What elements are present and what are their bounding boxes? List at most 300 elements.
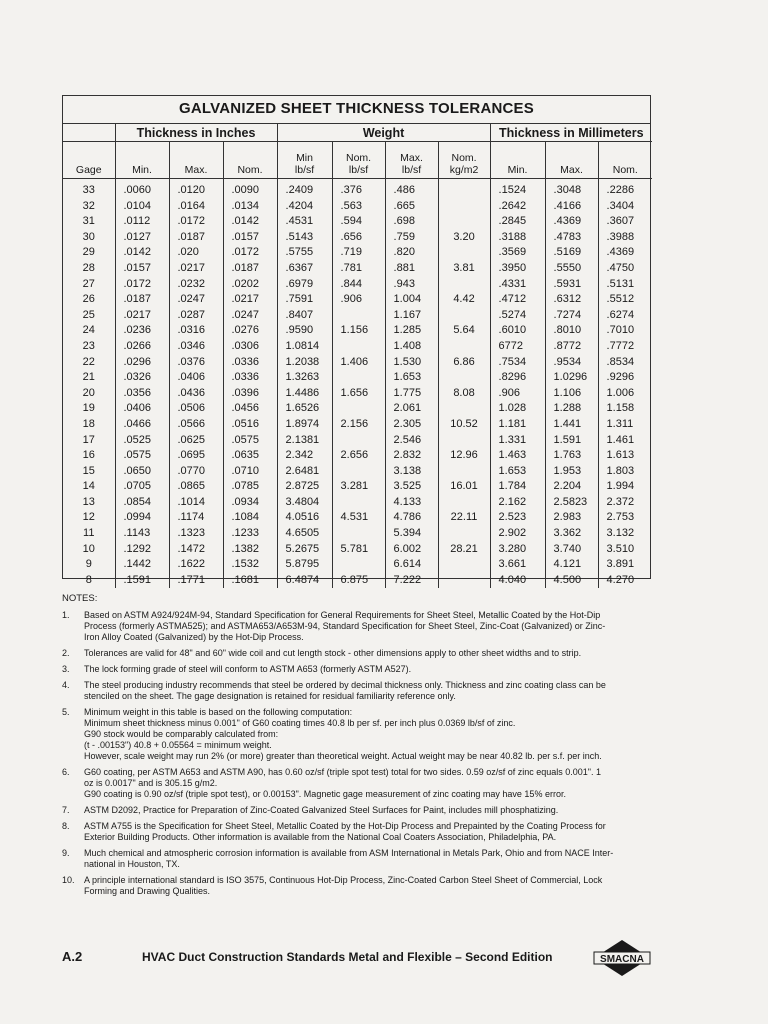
cell-mm-min: 3.280 xyxy=(490,542,545,558)
cell-w-kg: 22.11 xyxy=(438,510,490,526)
cell-mm-min: 2.162 xyxy=(490,495,545,511)
note-item xyxy=(62,821,662,843)
logo-text: SMACNA xyxy=(600,954,644,965)
cell-w-min: 1.8974 xyxy=(277,417,332,433)
cell-w-min: 6.4874 xyxy=(277,573,332,589)
cell-mm-nom: .3988 xyxy=(598,230,652,246)
cell-w-nom: .781 xyxy=(332,261,385,277)
cell-mm-max: 2.204 xyxy=(545,479,598,495)
table-row xyxy=(63,479,652,495)
cell-mm-min: 1.028 xyxy=(490,401,545,417)
cell-in-max: .1622 xyxy=(169,557,223,573)
cell-in-nom: .0187 xyxy=(223,261,277,277)
cell-mm-max: .5931 xyxy=(545,277,598,293)
notes-heading: NOTES: xyxy=(62,593,98,604)
table-row xyxy=(63,292,652,308)
cell-mm-min: .3188 xyxy=(490,230,545,246)
cell-in-nom: .1084 xyxy=(223,510,277,526)
cell-in-min: .0127 xyxy=(115,230,169,246)
cell-mm-max: .4369 xyxy=(545,214,598,230)
cell-mm-max: .5550 xyxy=(545,261,598,277)
cell-in-min: .0705 xyxy=(115,479,169,495)
cell-in-nom: .0336 xyxy=(223,355,277,371)
cell-w-max: 3.138 xyxy=(385,464,438,480)
note-text xyxy=(84,664,662,675)
cell-in-nom: .0934 xyxy=(223,495,277,511)
cell-w-kg: 3.20 xyxy=(438,230,490,246)
cell-w-max: 6.002 xyxy=(385,542,438,558)
cell-w-kg: 5.64 xyxy=(438,323,490,339)
note-line: G90 coating is 0.90 oz/sf (triple spot test), or 0.00153". Magnetic gage measurement of zinc coating may have 15% error. xyxy=(84,789,566,799)
cell-mm-max: .8772 xyxy=(545,339,598,355)
cell-w-kg: 28.21 xyxy=(438,542,490,558)
cell-mm-nom: 2.372 xyxy=(598,495,652,511)
cell-w-kg xyxy=(438,277,490,293)
cell-mm-min: 2.523 xyxy=(490,510,545,526)
note-line: national in Houston, TX. xyxy=(84,859,180,869)
tolerance-table xyxy=(63,124,652,588)
cell-gage: 13 xyxy=(82,495,95,508)
cell-w-kg: 6.86 xyxy=(438,355,490,371)
cell-in-max: .0865 xyxy=(169,479,223,495)
header-mm-nom: Nom. xyxy=(598,142,652,179)
cell-mm-max: 4.121 xyxy=(545,557,598,573)
cell-w-kg xyxy=(438,308,490,324)
cell-w-max: 2.832 xyxy=(385,448,438,464)
cell-in-max: .0566 xyxy=(169,417,223,433)
note-line: Iron Alloy Coated (Galvanized) by the Hot-Dip Process. xyxy=(84,632,304,642)
cell-w-kg: 3.81 xyxy=(438,261,490,277)
cell-mm-nom: .4369 xyxy=(598,245,652,261)
note-line: ASTM A755 is the Specification for Sheet Steel, Metallic Coated by the Hot-Dip Process and Prepainted by the Coating Process for xyxy=(84,821,606,831)
cell-in-min: .1292 xyxy=(115,542,169,558)
cell-w-max: .881 xyxy=(385,261,438,277)
note-text xyxy=(84,848,662,870)
cell-mm-min: .2642 xyxy=(490,199,545,215)
cell-gage: 16 xyxy=(82,449,95,462)
cell-in-min: .0172 xyxy=(115,277,169,293)
cell-in-max: .0625 xyxy=(169,433,223,449)
cell-gage: 24 xyxy=(82,324,95,337)
cell-mm-max: .5169 xyxy=(545,245,598,261)
note-item xyxy=(62,875,662,897)
cell-w-min: .8407 xyxy=(277,308,332,324)
cell-w-kg xyxy=(438,573,490,589)
cell-mm-min: .8296 xyxy=(490,370,545,386)
cell-w-kg xyxy=(438,464,490,480)
cell-gage: 31 xyxy=(82,215,95,228)
cell-mm-nom: .6274 xyxy=(598,308,652,324)
note-item xyxy=(62,767,662,800)
cell-gage: 32 xyxy=(82,199,95,212)
cell-in-max: .0376 xyxy=(169,355,223,371)
cell-in-max: .1323 xyxy=(169,526,223,542)
cell-mm-max: 1.288 xyxy=(545,401,598,417)
cell-w-min: .6979 xyxy=(277,277,332,293)
cell-mm-nom: 3.132 xyxy=(598,526,652,542)
table-row xyxy=(63,261,652,277)
table-row xyxy=(63,542,652,558)
table-row xyxy=(63,199,652,215)
cell-w-kg xyxy=(438,557,490,573)
cell-w-min: .2409 xyxy=(277,179,332,199)
cell-in-min: .0142 xyxy=(115,245,169,261)
note-text xyxy=(84,707,662,762)
cell-w-kg xyxy=(438,526,490,542)
cell-w-max: .820 xyxy=(385,245,438,261)
cell-mm-min: .3950 xyxy=(490,261,545,277)
cell-mm-min: 1.784 xyxy=(490,479,545,495)
cell-gage: 29 xyxy=(82,246,95,259)
cell-w-max: 3.525 xyxy=(385,479,438,495)
cell-w-kg xyxy=(438,339,490,355)
cell-mm-min: .6010 xyxy=(490,323,545,339)
cell-w-max: .759 xyxy=(385,230,438,246)
cell-w-max: .698 xyxy=(385,214,438,230)
cell-w-max: .665 xyxy=(385,199,438,215)
cell-gage: 12 xyxy=(82,511,95,524)
cell-in-nom: .0635 xyxy=(223,448,277,464)
cell-mm-max: .6312 xyxy=(545,292,598,308)
cell-w-max: 1.530 xyxy=(385,355,438,371)
cell-gage: 23 xyxy=(82,339,95,352)
note-item xyxy=(62,664,662,675)
cell-gage: 25 xyxy=(82,308,95,321)
cell-w-min: .4204 xyxy=(277,199,332,215)
table-title: GALVANIZED SHEET THICKNESS TOLERANCES xyxy=(63,96,650,124)
cell-w-min: 2.6481 xyxy=(277,464,332,480)
cell-w-min: 5.2675 xyxy=(277,542,332,558)
note-line: ASTM D2092, Practice for Preparation of Zinc-Coated Galvanized Steel Surfaces for Paint, includes mill phosphatizing. xyxy=(84,805,559,815)
cell-in-min: .0187 xyxy=(115,292,169,308)
cell-in-min: .0575 xyxy=(115,448,169,464)
cell-w-max: .486 xyxy=(385,179,438,199)
cell-in-max: .0217 xyxy=(169,261,223,277)
table-row xyxy=(63,401,652,417)
table-row xyxy=(63,277,652,293)
group-thickness-inches: Thickness in Inches xyxy=(115,124,277,142)
cell-in-nom: .0090 xyxy=(223,179,277,199)
cell-w-nom xyxy=(332,339,385,355)
cell-w-nom: 2.656 xyxy=(332,448,385,464)
cell-in-nom: .0217 xyxy=(223,292,277,308)
table-row xyxy=(63,339,652,355)
note-text xyxy=(84,821,662,843)
cell-mm-max: 3.740 xyxy=(545,542,598,558)
cell-mm-min: 3.661 xyxy=(490,557,545,573)
cell-mm-min: 1.181 xyxy=(490,417,545,433)
cell-in-nom: .0456 xyxy=(223,401,277,417)
note-line: stenciled on the sheet. The gage designation is retained for residual familiarity reference only. xyxy=(84,691,456,701)
cell-w-nom: 1.156 xyxy=(332,323,385,339)
cell-w-nom xyxy=(332,401,385,417)
cell-in-max: .1472 xyxy=(169,542,223,558)
cell-in-max: .0436 xyxy=(169,386,223,402)
table-row xyxy=(63,308,652,324)
cell-in-max: .0164 xyxy=(169,199,223,215)
cell-mm-nom: .9296 xyxy=(598,370,652,386)
cell-w-max: 4.133 xyxy=(385,495,438,511)
note-line: The lock forming grade of steel will conform to ASTM A653 (formerly ASTM A527). xyxy=(84,664,412,674)
cell-w-nom xyxy=(332,464,385,480)
cell-in-nom: .0336 xyxy=(223,370,277,386)
cell-in-min: .0466 xyxy=(115,417,169,433)
cell-in-min: .0406 xyxy=(115,401,169,417)
cell-w-kg xyxy=(438,495,490,511)
cell-w-nom: 1.406 xyxy=(332,355,385,371)
cell-in-max: .0695 xyxy=(169,448,223,464)
cell-w-max: .943 xyxy=(385,277,438,293)
cell-in-nom: .1681 xyxy=(223,573,277,589)
note-number: 5. xyxy=(62,707,70,717)
cell-w-nom: 2.156 xyxy=(332,417,385,433)
note-item xyxy=(62,707,662,762)
table-row xyxy=(63,526,652,542)
header-w-max: Max. lb/sf xyxy=(385,142,438,179)
cell-mm-min: 1.653 xyxy=(490,464,545,480)
cell-mm-min: .4712 xyxy=(490,292,545,308)
note-number: 1. xyxy=(62,610,70,620)
cell-mm-max: 2.5823 xyxy=(545,495,598,511)
cell-in-nom: .0157 xyxy=(223,230,277,246)
cell-mm-min: 4.040 xyxy=(490,573,545,589)
cell-in-max: .0770 xyxy=(169,464,223,480)
cell-w-max: 1.285 xyxy=(385,323,438,339)
cell-mm-max: 1.441 xyxy=(545,417,598,433)
cell-in-max: .0172 xyxy=(169,214,223,230)
cell-w-kg: 8.08 xyxy=(438,386,490,402)
cell-w-nom xyxy=(332,526,385,542)
cell-mm-min: .3569 xyxy=(490,245,545,261)
cell-w-kg xyxy=(438,245,490,261)
cell-w-nom: .376 xyxy=(332,179,385,199)
cell-w-min: 1.6526 xyxy=(277,401,332,417)
note-line: However, scale weight may run 2% (or more) greater than theoretical weight. Actual weight may be near 40.82 lb. per s.f. per inch. xyxy=(84,751,602,761)
cell-w-max: 6.614 xyxy=(385,557,438,573)
table-row xyxy=(63,323,652,339)
cell-in-min: .0356 xyxy=(115,386,169,402)
note-line: Exterior Building Products. Other information is available from the National Coal Coaters Association, Philadelphia, PA. xyxy=(84,832,557,842)
cell-gage: 18 xyxy=(82,417,95,430)
cell-mm-min: 1.331 xyxy=(490,433,545,449)
table-row xyxy=(63,417,652,433)
cell-w-kg xyxy=(438,214,490,230)
cell-w-kg xyxy=(438,401,490,417)
cell-in-nom: .0516 xyxy=(223,417,277,433)
cell-w-kg: 12.96 xyxy=(438,448,490,464)
cell-w-nom: .719 xyxy=(332,245,385,261)
note-line: G90 stock would be comparably calculated from: xyxy=(84,729,279,739)
cell-mm-max: 1.591 xyxy=(545,433,598,449)
cell-w-min: 4.0516 xyxy=(277,510,332,526)
note-text xyxy=(84,805,662,816)
cell-w-min: 5.8795 xyxy=(277,557,332,573)
cell-in-max: .0247 xyxy=(169,292,223,308)
cell-in-nom: .0134 xyxy=(223,199,277,215)
cell-w-max: 1.004 xyxy=(385,292,438,308)
cell-mm-max: 1.763 xyxy=(545,448,598,464)
cell-mm-min: .2845 xyxy=(490,214,545,230)
cell-w-nom: 1.656 xyxy=(332,386,385,402)
header-mm-min: Min. xyxy=(490,142,545,179)
cell-w-nom xyxy=(332,557,385,573)
cell-mm-min: .906 xyxy=(490,386,545,402)
cell-mm-nom: .3607 xyxy=(598,214,652,230)
notes-section xyxy=(62,593,662,902)
cell-mm-max: 1.106 xyxy=(545,386,598,402)
table-row xyxy=(63,386,652,402)
table-row xyxy=(63,355,652,371)
cell-mm-nom: 3.891 xyxy=(598,557,652,573)
cell-w-nom: .563 xyxy=(332,199,385,215)
cell-w-min: 1.3263 xyxy=(277,370,332,386)
note-number: 8. xyxy=(62,821,70,831)
smacna-logo xyxy=(590,938,654,978)
page-number: A.2 xyxy=(62,949,83,964)
cell-in-max: .0506 xyxy=(169,401,223,417)
cell-in-max: .0232 xyxy=(169,277,223,293)
cell-w-nom xyxy=(332,308,385,324)
note-number: 9. xyxy=(62,848,70,858)
note-item xyxy=(62,610,662,643)
cell-in-nom: .0575 xyxy=(223,433,277,449)
gage-group-cell xyxy=(63,124,115,142)
cell-mm-max: 1.953 xyxy=(545,464,598,480)
note-text xyxy=(84,610,662,643)
cell-w-kg: 10.52 xyxy=(438,417,490,433)
page-footer xyxy=(62,949,662,969)
cell-mm-nom: 3.510 xyxy=(598,542,652,558)
cell-mm-nom: 4.270 xyxy=(598,573,652,589)
cell-mm-nom: 1.006 xyxy=(598,386,652,402)
cell-mm-max: .4166 xyxy=(545,199,598,215)
table-row xyxy=(63,573,652,589)
cell-w-nom: 6.875 xyxy=(332,573,385,589)
cell-gage: 21 xyxy=(82,371,95,384)
cell-mm-max: .7274 xyxy=(545,308,598,324)
cell-w-min: 1.2038 xyxy=(277,355,332,371)
footer-title: HVAC Duct Construction Standards Metal and Flexible – Second Edition xyxy=(142,950,553,964)
header-in-min: Min. xyxy=(115,142,169,179)
cell-gage: 9 xyxy=(85,558,92,571)
cell-mm-nom: .5131 xyxy=(598,277,652,293)
cell-in-nom: .0247 xyxy=(223,308,277,324)
cell-w-nom: .906 xyxy=(332,292,385,308)
note-line: Forming and Drawing Qualities. xyxy=(84,886,211,896)
cell-w-min: 2.8725 xyxy=(277,479,332,495)
note-line: Much chemical and atmospheric corrosion information is available from ASM International in Metals Park, Ohio and from NACE Inter- xyxy=(84,848,614,858)
cell-w-kg xyxy=(438,370,490,386)
cell-gage: 15 xyxy=(82,464,95,477)
note-item xyxy=(62,848,662,870)
header-w-kg: Nom. kg/m2 xyxy=(438,142,490,179)
cell-mm-min: .7534 xyxy=(490,355,545,371)
cell-w-min: 2.342 xyxy=(277,448,332,464)
note-number: 4. xyxy=(62,680,70,690)
cell-mm-min: .1524 xyxy=(490,179,545,199)
table-body xyxy=(63,179,652,589)
group-thickness-mm: Thickness in Millimeters xyxy=(490,124,652,142)
cell-in-nom: .0306 xyxy=(223,339,277,355)
note-number: 6. xyxy=(62,767,70,777)
cell-mm-nom: .7772 xyxy=(598,339,652,355)
note-line: Tolerances are valid for 48" and 60" wide coil and cut length stock - other dimensions apply to other sheet widths and to strip. xyxy=(84,648,582,658)
cell-w-nom: 5.781 xyxy=(332,542,385,558)
cell-in-max: .0187 xyxy=(169,230,223,246)
tolerance-table-frame xyxy=(62,95,651,586)
cell-mm-max: 1.0296 xyxy=(545,370,598,386)
notes-list xyxy=(62,610,662,897)
cell-in-nom: .0276 xyxy=(223,323,277,339)
table-row xyxy=(63,464,652,480)
cell-in-min: .1591 xyxy=(115,573,169,589)
cell-in-min: .1143 xyxy=(115,526,169,542)
cell-mm-min: .4331 xyxy=(490,277,545,293)
cell-mm-max: 3.362 xyxy=(545,526,598,542)
note-text xyxy=(84,875,662,897)
cell-in-max: .0406 xyxy=(169,370,223,386)
cell-in-min: .0217 xyxy=(115,308,169,324)
cell-w-min: .9590 xyxy=(277,323,332,339)
cell-w-max: 1.408 xyxy=(385,339,438,355)
table-row xyxy=(63,557,652,573)
cell-w-max: 4.786 xyxy=(385,510,438,526)
table-row xyxy=(63,179,652,199)
cell-in-min: .0326 xyxy=(115,370,169,386)
cell-in-nom: .0172 xyxy=(223,245,277,261)
note-line: The steel producing industry recommends that steel be ordered by decimal thickness only. Thickness and zinc coating class can be xyxy=(84,680,606,690)
cell-in-nom: .0785 xyxy=(223,479,277,495)
cell-mm-max: .8010 xyxy=(545,323,598,339)
table-row xyxy=(63,495,652,511)
cell-in-nom: .1233 xyxy=(223,526,277,542)
cell-w-min: 1.4486 xyxy=(277,386,332,402)
cell-w-min: .7591 xyxy=(277,292,332,308)
cell-w-min: 3.4804 xyxy=(277,495,332,511)
table-row xyxy=(63,510,652,526)
cell-mm-nom: .4750 xyxy=(598,261,652,277)
cell-in-nom: .0710 xyxy=(223,464,277,480)
cell-w-nom: .594 xyxy=(332,214,385,230)
cell-in-max: .1174 xyxy=(169,510,223,526)
cell-mm-max: 4.500 xyxy=(545,573,598,589)
cell-mm-nom: .7010 xyxy=(598,323,652,339)
cell-w-min: .6367 xyxy=(277,261,332,277)
cell-mm-min: 2.902 xyxy=(490,526,545,542)
cell-in-nom: .0142 xyxy=(223,214,277,230)
cell-in-min: .0650 xyxy=(115,464,169,480)
cell-w-max: 1.167 xyxy=(385,308,438,324)
cell-in-nom: .0202 xyxy=(223,277,277,293)
table-row xyxy=(63,370,652,386)
cell-w-max: 7.222 xyxy=(385,573,438,589)
cell-mm-nom: 1.311 xyxy=(598,417,652,433)
cell-w-nom: 3.281 xyxy=(332,479,385,495)
cell-gage: 33 xyxy=(82,184,95,196)
cell-in-min: .0157 xyxy=(115,261,169,277)
cell-w-max: 2.546 xyxy=(385,433,438,449)
table-row xyxy=(63,214,652,230)
note-number: 2. xyxy=(62,648,70,658)
cell-in-nom: .1532 xyxy=(223,557,277,573)
note-line: Based on ASTM A924/924M-94, Standard Specification for General Requirements for Sheet Steel, Metallic Coated by the Hot-Dip xyxy=(84,610,601,620)
cell-w-max: 2.061 xyxy=(385,401,438,417)
table-row xyxy=(63,433,652,449)
note-line: G60 coating, per ASTM A653 and ASTM A90, has 0.60 oz/sf (triple spot test) total for two sides. 0.59 oz/sf of zinc equals 0.001". 1 xyxy=(84,767,601,777)
cell-in-max: .0316 xyxy=(169,323,223,339)
cell-in-max: .020 xyxy=(169,245,223,261)
note-item xyxy=(62,680,662,702)
